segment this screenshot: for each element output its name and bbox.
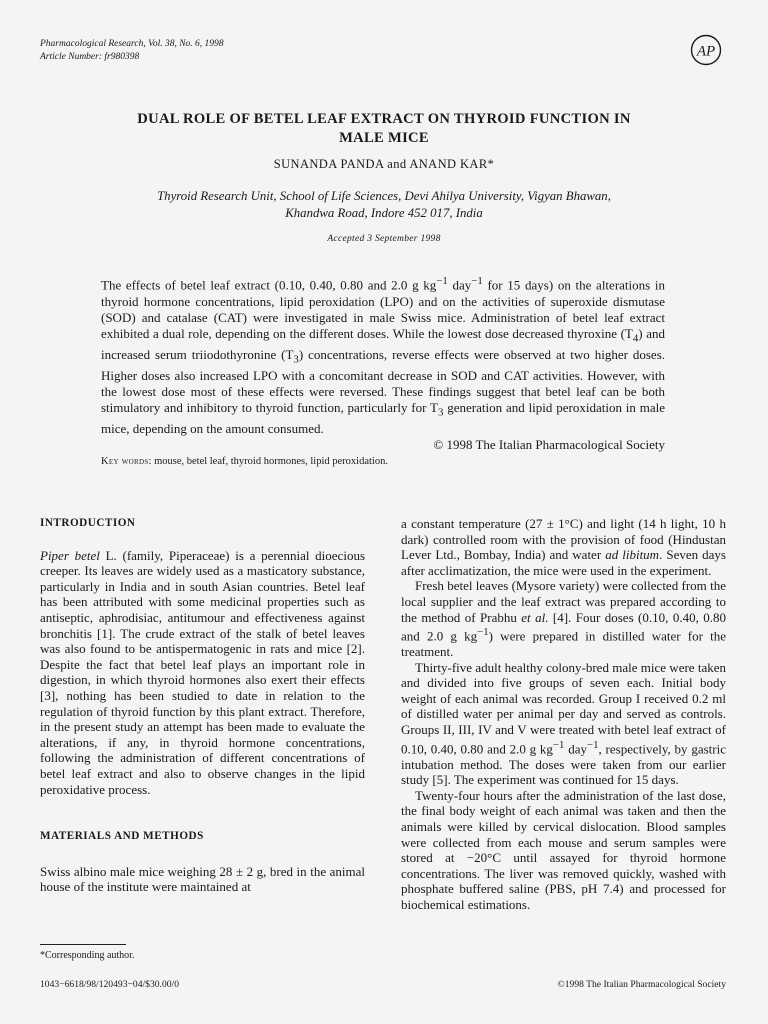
footnote: *Corresponding author. [40,950,135,961]
extract-paragraph: Fresh betel leaves (Mysore variety) were collected from the local supplier and the leaf extract was prepared according to the method of Prabhu et al. [4]. Four doses (0.10, 0.40, 0.80 and 2.0 g $kg^{-1}$) were prepared in distilled water for the treatment. [401,578,727,660]
footer-copyright: ©1998 The Italian Pharmacological Society [557,979,726,990]
affiliation-line-2: Khandwa Road, Indore 452 017, India [285,206,483,220]
introduction-heading: INTRODUCTION [40,517,136,529]
journal-line-2: Article Number: fr980398 [40,51,140,62]
groups-paragraph: Thirty-five adult healthy colony-bred male mice were taken and divided into five groups of seven each. Initial body weight of each animal was recorded. Group I received 0.2 ml of distilled water per animal per day and served as controls. Groups II, III, IV and V were treated with betel leaf extract of 0.10, 0.40, 0.80 and 2.0 g $kg^{-1}$ day$^{-1}$, respectively, by gastric intubation method. The doses were taken from our earlier study [5]. The experiment was continued for 15 days. [401,659,726,788]
journal-citation [40,38,224,63]
title-line-2: MALE MICE [339,130,429,146]
keywords-label: Key words [101,456,149,467]
authors: SUNANDA PANDA and ANAND KAR* [273,157,495,171]
footer-issn: 1043−6618/98/120493−04/$30.00/0 [40,979,180,990]
title-line-1: DUAL ROLE OF BETEL LEAF EXTRACT ON THYROID FUNCTION IN [137,111,631,127]
abstract [101,273,665,453]
keywords [101,456,388,467]
sampling-paragraph: Twenty-four hours after the administration of the last dose, the final body weight of each animal was taken and then the animals were killed by cervical dislocation. Blood samples were collected from each mouse and serum samples were stored at −20°C until assayed for thyroid hormone concentrations. The liver was removed quickly, washed with phosphate buffered saline (PBS, pH 7.4) and processed for biochemical estimations. [401,787,726,912]
footnote-divider [40,944,126,945]
right-column [401,516,726,913]
methods-paragraph: Swiss albino male mice weighing 28 ± 2 g, bred in the animal house of the institute were maintained at [40,863,365,895]
left-column [40,516,365,895]
affiliation-line-1: Thyroid Research Unit, School of Life Sciences, Devi Ahilya University, Vigyan Bhawan, [157,189,611,203]
affiliation [40,188,728,222]
introduction-paragraph: Piper betel L. (family, Piperaceae) is a perennial dioecious creeper. Its leaves are widely used as a masticatory substance, particularly in India and in south Asian countries. Betel leaf has been attributed with some medicinal properties such as antiseptic, aphrodisiac, antitumour and effectiveness against bronchitis [1]. The crude extract of the stalk of betel leaves was also found to be antispermatogenic in rats and mice [2]. Despite the fact that betel leaf plays an important role in digestion, in which thyroid hormones also exert their effects [3], nothing has been studied to date in relation to the regulation of thyroid function by this plant extract. Therefore, in the present study an attempt has been made to evaluate the alterations, if any, in thyroid hormone concentrations, following the administration of different concentrations of betel leaf extract and also to observe changes in the lipid peroxidative process. [40,547,365,797]
accepted-date: Accepted 3 September 1998 [327,234,441,244]
article-title [40,110,728,148]
publisher-logo-icon [690,34,722,66]
abstract-text: The effects of betel leaf extract (0.10, 0.40, 0.80 and 2.0 g $kg^{-1}$ day$^{-1}$ for 15 days) on the alterations in thyroid hormone concentrations, lipid peroxidation (LPO) and on the activities of superoxide dismutase (SOD) and catalase (CAT) were investigated in male Swiss mice. Administration of betel leaf extract exhibited a dual role, depending on the different doses. While the lowest dose decreased thyroxine $(T_4)$ and increased serum triiodothyronine $(T_3)$ concentrations, reverse effects were observed at two higher doses. Higher doses also increased LPO with a concomitant decrease in SOD and CAT activities. However, with the lowest dose most of these effects were reversed. These findings suggest that betel leaf can be both stimulatory and inhibitory to thyroid function, particularly for $T_3$ generation and lipid peroxidation in male mice, depending on the amount consumed. [101,275,666,436]
abstract-copyright: © 1998 The Italian Pharmacological Society [433,436,665,452]
housing-paragraph: a constant temperature (27 ± 1°C) and light (14 h light, 10 h dark) controlled room with the provision of food (Hindustan Lever Ltd., Bombay, India) and water ad libitum. Seven days after acclimatization, the mice were used in the experiment. [401,516,726,578]
publisher-logo-text: AP [696,43,716,60]
journal-line-1: Pharmacological Research, Vol. 38, No. 6, 1998 [40,39,224,49]
keywords-text: : mouse, betel leaf, thyroid hormones, lipid peroxidation. [148,456,388,467]
methods-heading: MATERIALS AND METHODS [40,830,204,843]
